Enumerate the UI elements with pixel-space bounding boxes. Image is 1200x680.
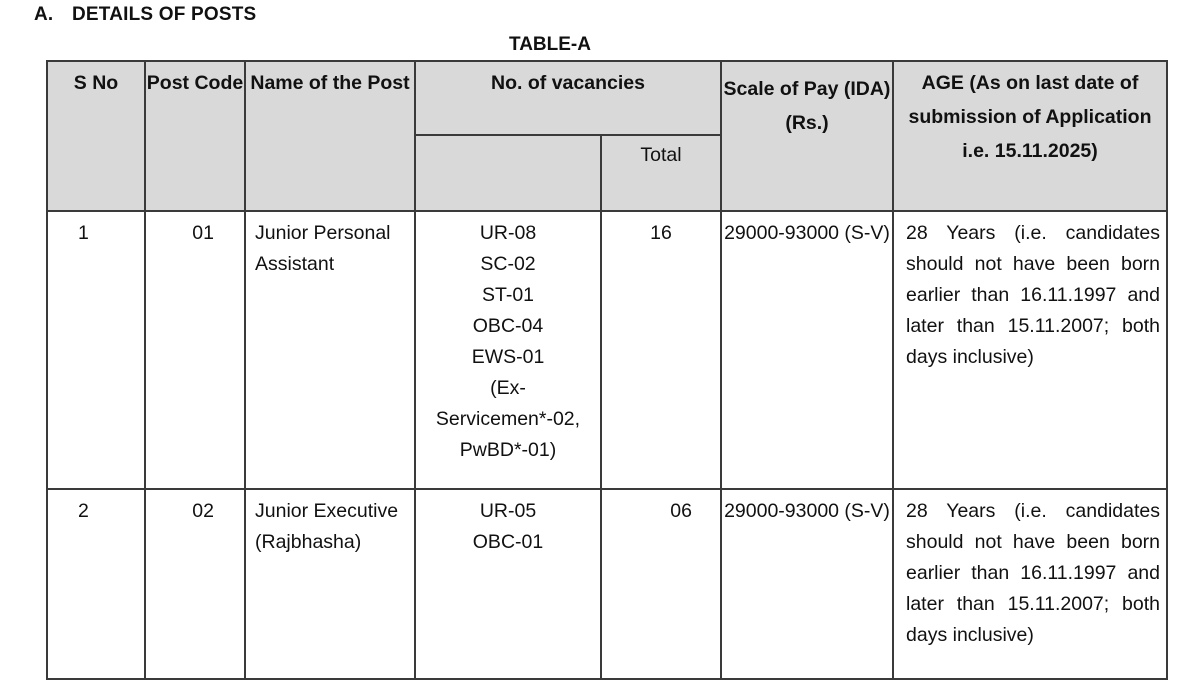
row-sno: 1 — [47, 211, 145, 489]
header-vacancies: No. of vacancies — [415, 61, 721, 135]
row-pay-scale: 29000-93000 (S-V) — [721, 489, 893, 679]
row-sno: 2 — [47, 489, 145, 679]
vacancy-item: OBC-01 — [472, 531, 544, 553]
section-title: DETAILS OF POSTS — [72, 4, 257, 25]
header-vacancies-total: Total — [601, 135, 721, 211]
vacancy-item: (Ex- — [490, 377, 526, 399]
vacancy-item: SC-02 — [480, 253, 536, 275]
row-post-code: 02 — [145, 489, 245, 679]
row-post-name: Junior Executive (Rajbhasha) — [245, 489, 415, 679]
header-age: AGE (As on last date of submission of Application i.e. 15.11.2025) — [893, 61, 1167, 211]
table-title: TABLE-A — [509, 34, 591, 55]
section-marker: A. — [34, 4, 54, 25]
posts-table — [46, 60, 1168, 680]
row-post-name: Junior Personal Assistant — [245, 211, 415, 489]
row-total: 06 — [601, 489, 721, 679]
row-post-code: 01 — [145, 211, 245, 489]
section-heading — [34, 4, 256, 26]
vacancy-item: Servicemen*-02, — [435, 408, 581, 430]
header-sno: S No — [47, 61, 145, 211]
vacancy-item: PwBD*-01) — [459, 439, 557, 461]
header-vacancies-breakup — [415, 135, 601, 211]
header-pay-scale: Scale of Pay (IDA) (Rs.) — [721, 61, 893, 211]
row-vacancies — [415, 489, 601, 679]
row-age: 28 Years (i.e. candidates should not have been born earlier than 16.11.1997 and later than 15.11.2007; both days inclusive) — [893, 489, 1167, 679]
row-vacancies — [415, 211, 601, 489]
row-age: 28 Years (i.e. candidates should not have been born earlier than 16.11.1997 and later than 15.11.2007; both days inclusive) — [893, 211, 1167, 489]
table-row — [47, 211, 1167, 489]
header-post-name: Name of the Post — [245, 61, 415, 211]
vacancy-item: UR-05 — [479, 500, 537, 522]
row-pay-scale: 29000-93000 (S-V) — [721, 211, 893, 489]
vacancy-item: UR-08 — [479, 222, 537, 244]
table-row — [47, 489, 1167, 679]
vacancy-item: OBC-04 — [472, 315, 544, 337]
vacancy-item: EWS-01 — [471, 346, 545, 368]
row-total: 16 — [601, 211, 721, 489]
header-post-code: Post Code — [145, 61, 245, 211]
vacancy-item: ST-01 — [481, 284, 535, 306]
